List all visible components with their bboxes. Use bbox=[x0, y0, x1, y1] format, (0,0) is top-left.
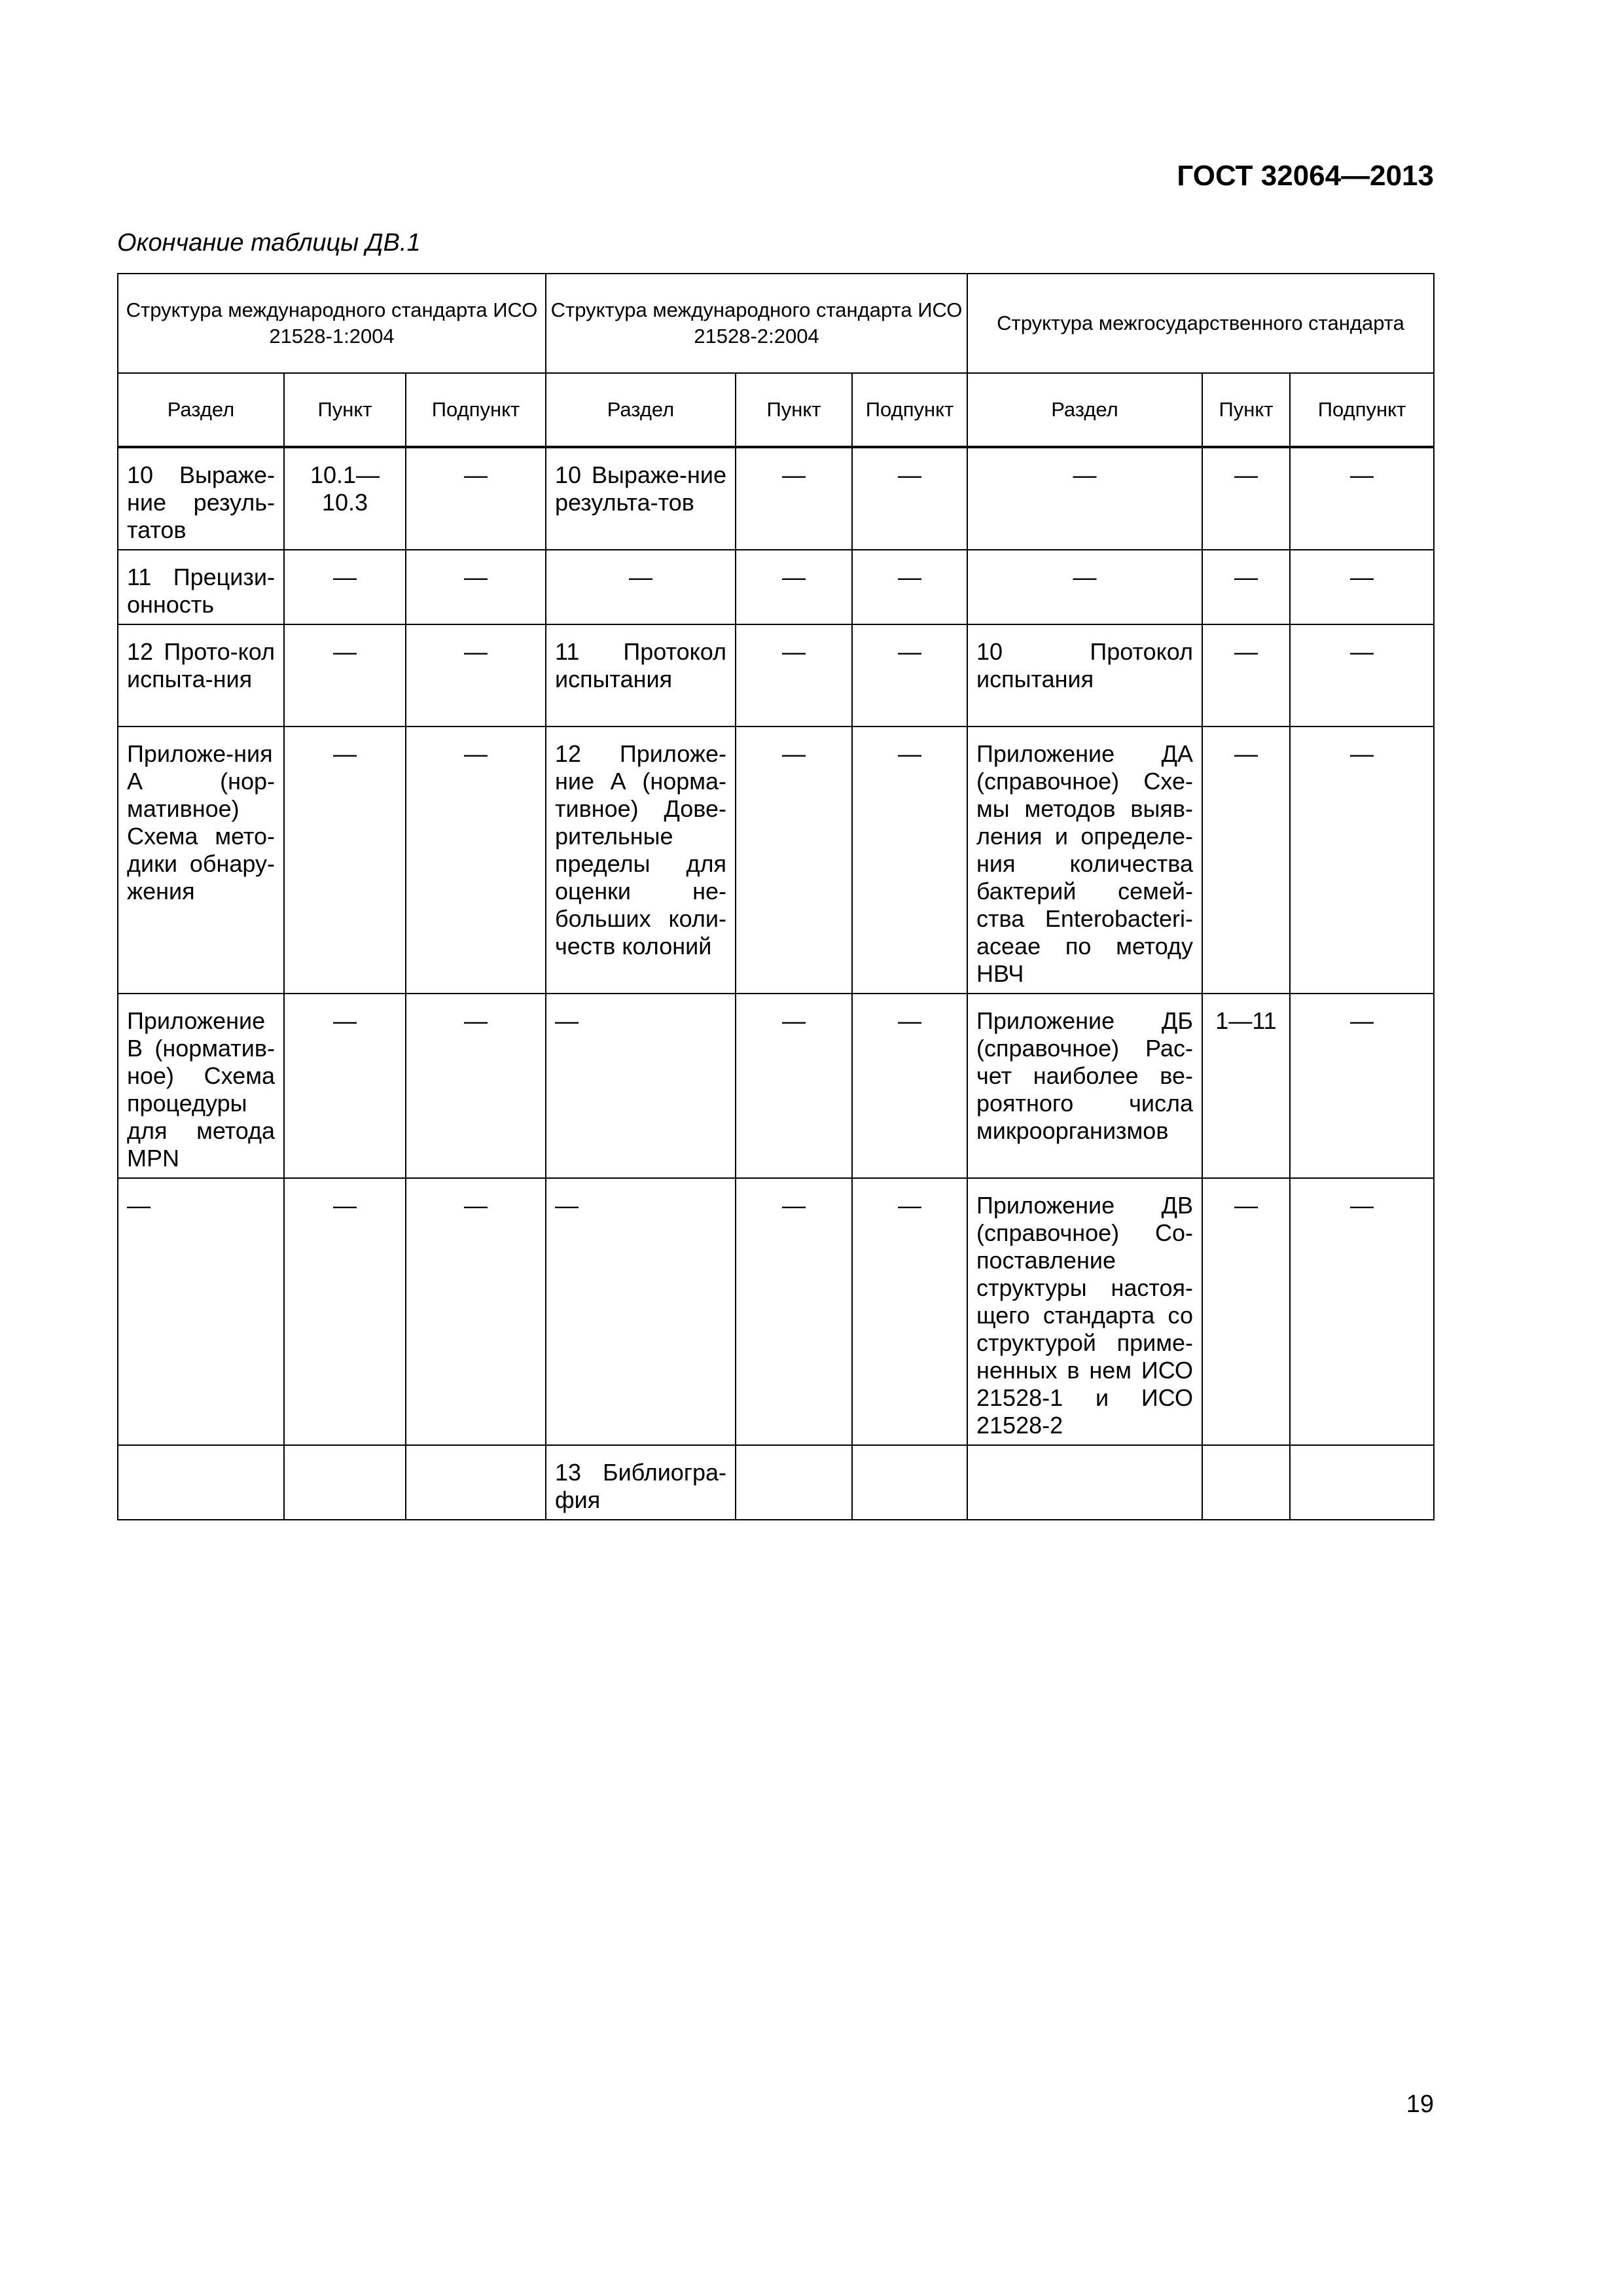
table-cell: — bbox=[284, 994, 406, 1178]
column-header: Пункт bbox=[1202, 373, 1290, 447]
table-cell: — bbox=[852, 1178, 967, 1445]
table-cell: — bbox=[852, 624, 967, 726]
table-cell: — bbox=[736, 1178, 852, 1445]
table-cell: — bbox=[736, 726, 852, 994]
table-cell: — bbox=[736, 447, 852, 550]
table-row bbox=[118, 1178, 1434, 1445]
column-header: Раздел bbox=[546, 373, 736, 447]
table-cell: Приложе-ния А (нор-мативное) Схема мето-дики обнару-жения bbox=[118, 726, 284, 994]
column-header: Подпункт bbox=[1290, 373, 1434, 447]
column-header: Пункт bbox=[736, 373, 852, 447]
table-cell: — bbox=[546, 550, 736, 624]
table-cell: 11 Протокол испытания bbox=[546, 624, 736, 726]
table-row bbox=[118, 1445, 1434, 1520]
table-cell: — bbox=[852, 726, 967, 994]
table-cell: 1—11 bbox=[1202, 994, 1290, 1178]
table-cell: Приложение ДБ (справочное) Рас-чет наиболее ве-роятного числа микроорганизмов bbox=[967, 994, 1202, 1178]
table-cell: — bbox=[406, 726, 546, 994]
table-cell: — bbox=[1290, 550, 1434, 624]
table-row bbox=[118, 726, 1434, 994]
table-cell: — bbox=[284, 726, 406, 994]
table-cell: — bbox=[546, 994, 736, 1178]
group-header-iso-21528-2: Структура международного стандарта ИСО 21528-2:2004 bbox=[546, 274, 967, 373]
table-cell: Приложение В (норматив-ное) Схема процедуры для метода MPN bbox=[118, 994, 284, 1178]
table-cell: — bbox=[284, 550, 406, 624]
page-number: 19 bbox=[1406, 2090, 1434, 2118]
table-cell bbox=[1290, 1445, 1434, 1520]
table-row bbox=[118, 624, 1434, 726]
table-cell: — bbox=[1290, 624, 1434, 726]
table-cell: — bbox=[1290, 994, 1434, 1178]
table-cell bbox=[736, 1445, 852, 1520]
column-header: Пункт bbox=[284, 373, 406, 447]
table-cell: 11 Прецизи-онность bbox=[118, 550, 284, 624]
table-cell: 12 Прото-кол испыта-ния bbox=[118, 624, 284, 726]
table-cell: — bbox=[406, 447, 546, 550]
table-cell: — bbox=[967, 550, 1202, 624]
table-cell: 10.1— 10.3 bbox=[284, 447, 406, 550]
table-cell bbox=[284, 1445, 406, 1520]
table-cell: 10 Выраже-ние резуль-татов bbox=[118, 447, 284, 550]
table-cell: — bbox=[736, 550, 852, 624]
table-cell: — bbox=[852, 447, 967, 550]
table-cell: — bbox=[1202, 624, 1290, 726]
column-header: Раздел bbox=[118, 373, 284, 447]
table-caption: Окончание таблицы ДВ.1 bbox=[117, 229, 421, 257]
comparison-table bbox=[117, 273, 1435, 1520]
table-row bbox=[118, 447, 1434, 550]
group-header-iso-21528-1: Структура международного стандарта ИСО 21528-1:2004 bbox=[118, 274, 546, 373]
table-cell: — bbox=[852, 550, 967, 624]
table-cell: Приложение ДВ (справочное) Со-поставление структуры настоя-щего стандарта со структурой приме-ненных в нем ИСО 21528-1 и ИСО 21528-2 bbox=[967, 1178, 1202, 1445]
table-cell: 10 Выраже-ние результа-тов bbox=[546, 447, 736, 550]
table-cell bbox=[118, 1445, 284, 1520]
table-cell bbox=[967, 1445, 1202, 1520]
table-cell: — bbox=[1202, 1178, 1290, 1445]
table-cell: — bbox=[406, 624, 546, 726]
table-cell: — bbox=[1202, 550, 1290, 624]
table-cell: — bbox=[546, 1178, 736, 1445]
table-row bbox=[118, 550, 1434, 624]
table-cell: — bbox=[1202, 726, 1290, 994]
table-cell: — bbox=[406, 1178, 546, 1445]
column-header: Подпункт bbox=[406, 373, 546, 447]
table-cell: 13 Библиогра-фия bbox=[546, 1445, 736, 1520]
table-cell: 10 Протокол испытания bbox=[967, 624, 1202, 726]
table-cell bbox=[406, 1445, 546, 1520]
table-cell: — bbox=[284, 1178, 406, 1445]
column-header: Подпункт bbox=[852, 373, 967, 447]
table-cell: 12 Приложе-ние А (норма-тивное) Дове-рительные пределы для оценки не-больших коли-честв колоний bbox=[546, 726, 736, 994]
table-cell: — bbox=[1202, 447, 1290, 550]
table-row bbox=[118, 994, 1434, 1178]
table-cell: — bbox=[967, 447, 1202, 550]
table-cell: Приложение ДА (справочное) Схе-мы методов выяв-ления и определе-ния количества бактерий семей-ства Enterobacteri-aceae по методу НВЧ bbox=[967, 726, 1202, 994]
table-cell: — bbox=[852, 994, 967, 1178]
table-cell: — bbox=[1290, 447, 1434, 550]
table-cell: — bbox=[736, 624, 852, 726]
table-cell: — bbox=[1290, 726, 1434, 994]
document-code: ГОСТ 32064—2013 bbox=[1177, 160, 1434, 192]
group-header-interstate: Структура межгосударственного стандарта bbox=[967, 274, 1434, 373]
table-cell: — bbox=[736, 994, 852, 1178]
table-cell: — bbox=[1290, 1178, 1434, 1445]
table-cell: — bbox=[406, 550, 546, 624]
column-header: Раздел bbox=[967, 373, 1202, 447]
table-cell bbox=[852, 1445, 967, 1520]
table-cell bbox=[1202, 1445, 1290, 1520]
table-cell: — bbox=[118, 1178, 284, 1445]
table-cell: — bbox=[284, 624, 406, 726]
table-cell: — bbox=[406, 994, 546, 1178]
